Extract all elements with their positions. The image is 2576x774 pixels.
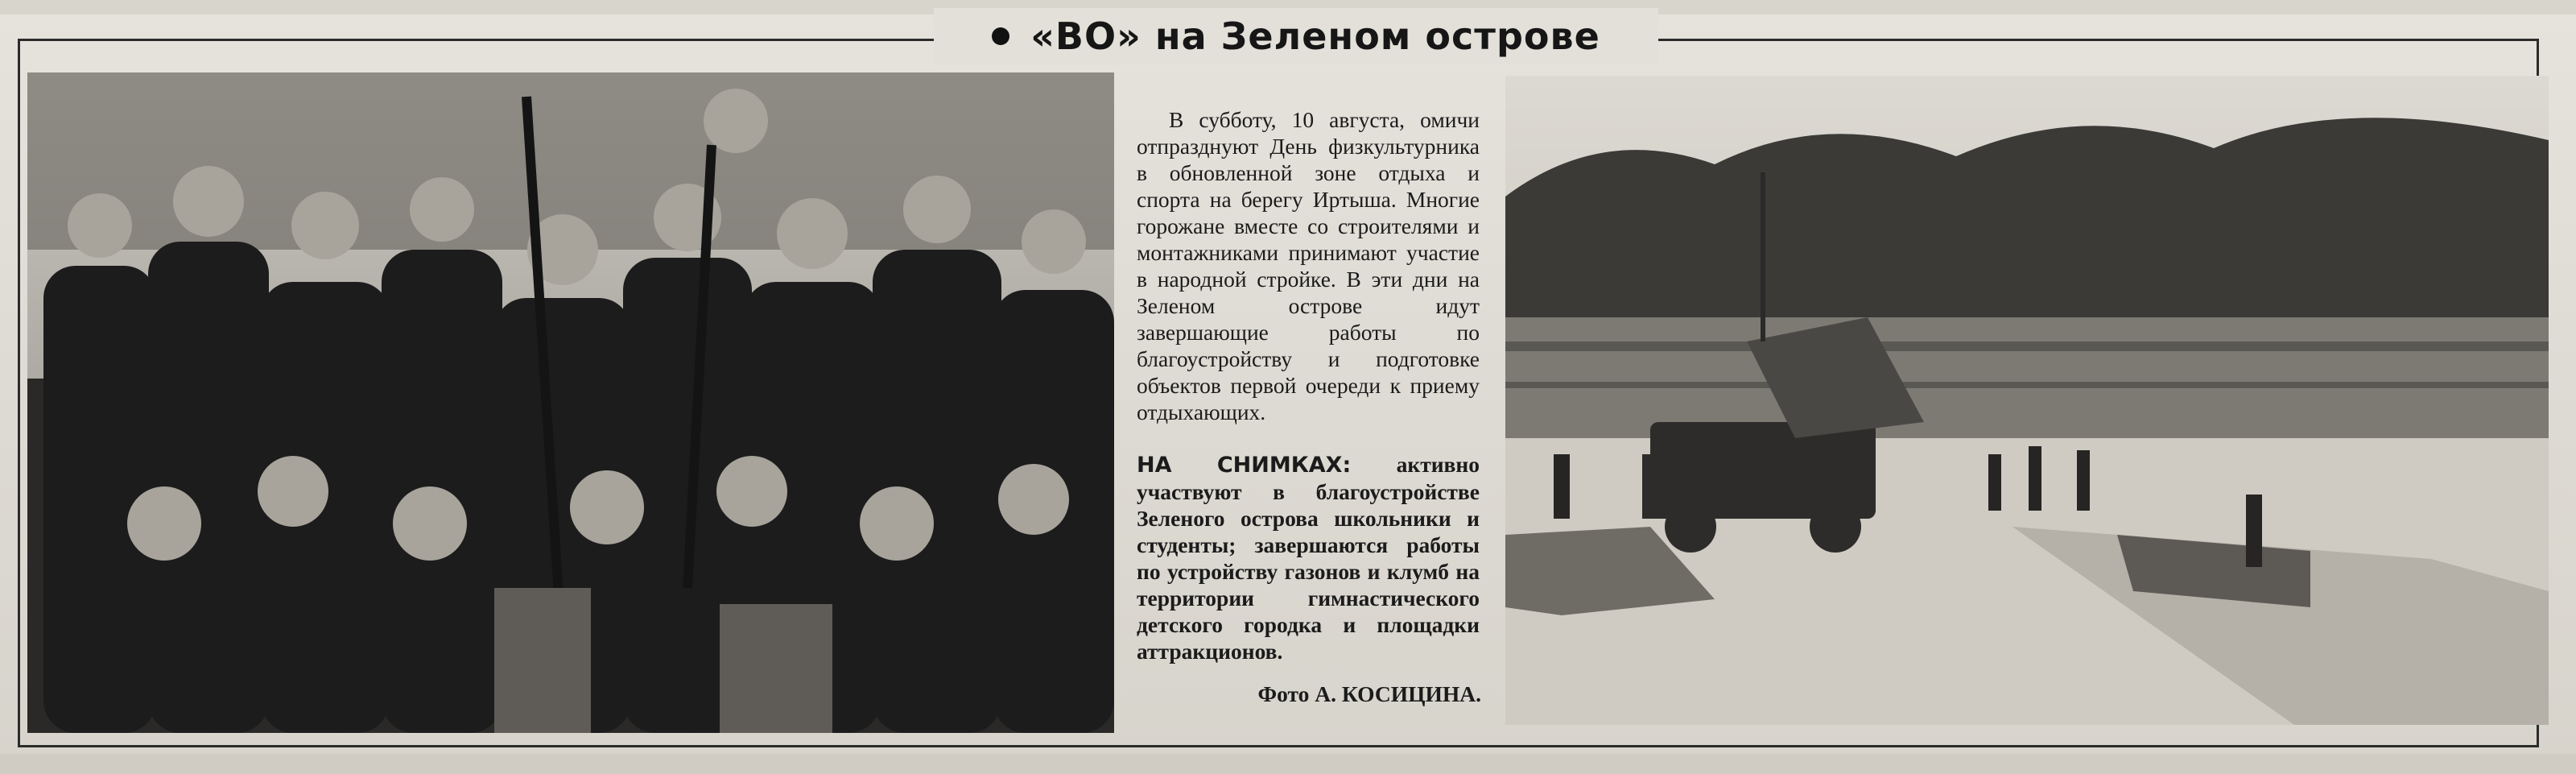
bullet-icon xyxy=(992,27,1009,45)
photo-construction xyxy=(1505,76,2549,725)
article-text xyxy=(1137,106,1480,425)
photo-credit: Фото А. КОСИЦИНА. xyxy=(1257,681,1481,706)
construction-photo-image xyxy=(1505,76,2549,725)
headline-bar xyxy=(934,8,1658,64)
caption-lead: НА СНИМКАХ: xyxy=(1137,453,1397,478)
photo-students xyxy=(27,72,1114,733)
page-bottom-edge xyxy=(0,754,2576,774)
article-body: В субботу, 10 августа, омичи отпразднуют День физкультурника в обновленной зоне отдыха и спорта на берегу Иртыша. Многие горожане вместе со строителями и монтажниками принимают участие в народной стройке. В эти дни на Зеленом острове идут завершающие работы по благоустройству и подготовке объектов первой очереди к приему отдыхающих. xyxy=(1137,107,1480,424)
caption-text: активно участвуют в благоустройстве Зеленого острова школьники и студенты; завершаются работы по устройству газонов и клумб на территории гимнастического детского городка и площадки аттракционов. xyxy=(1137,452,1480,664)
students-photo-image xyxy=(27,72,1114,733)
headline: «ВО» на Зеленом острове xyxy=(1030,14,1600,58)
photo-caption xyxy=(1137,451,1480,664)
